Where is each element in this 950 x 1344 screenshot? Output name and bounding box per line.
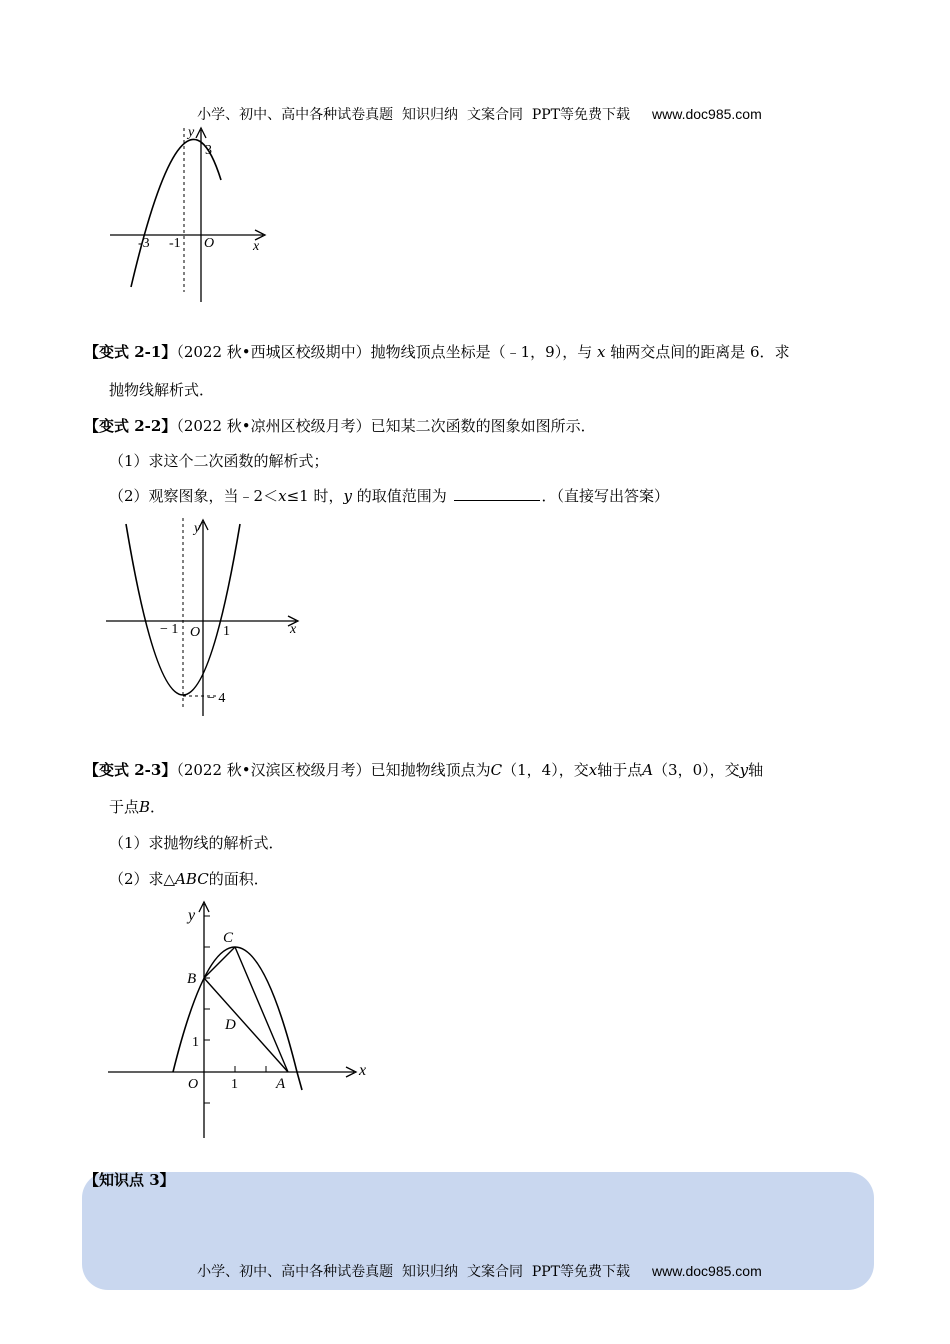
- v22-q1: （1）求这个二次函数的解析式；: [109, 452, 329, 470]
- fig1-tick-neg3: -3: [138, 236, 150, 251]
- v22-q2-c: 的取值范围为: [356, 487, 447, 505]
- fig1-parabola: [131, 139, 221, 287]
- v22-source: （2022 秋•凉州区校级月考）: [176, 417, 371, 435]
- v21-text-a: 抛物线顶点坐标是（﹣1，9），与: [370, 343, 593, 361]
- v23-b-var: B: [139, 798, 151, 816]
- v23-text-e: 轴: [748, 761, 764, 779]
- knowledge-title: 【知识点 3】: [84, 1171, 175, 1189]
- fig3-x-label: x: [359, 1062, 367, 1079]
- fig2-tick-neg1: − 1: [160, 622, 179, 637]
- v23-a-var: A: [642, 761, 654, 779]
- v23-q2: [109, 868, 269, 889]
- v23-line2: [109, 796, 165, 817]
- fig3-y-label: y: [188, 907, 196, 924]
- fig3-point-a: A: [276, 1076, 286, 1092]
- v23-c-var: C: [490, 761, 503, 779]
- footer-site-link[interactable]: www.doc985.com: [652, 1263, 762, 1279]
- footer-text: 小学、初中、高中各种试卷真题 知识归纳 文案合同 PPT等免费下载: [197, 1264, 631, 1280]
- v23-y-var: y: [739, 761, 749, 779]
- v22-q2-d: ．（直接写出答案）: [541, 487, 670, 505]
- v23-line1: [84, 759, 763, 780]
- figure-1-graph: [100, 122, 275, 307]
- fig3-tick-1x: 1: [231, 1077, 238, 1092]
- v22-answer-blank[interactable]: [454, 486, 540, 501]
- fig3-tick-1y: 1: [192, 1035, 199, 1050]
- fig2-x-label: x: [290, 622, 297, 637]
- fig1-x-label: x: [253, 239, 260, 254]
- v22-q2-x: x: [278, 487, 287, 505]
- header-site-link[interactable]: www.doc985.com: [652, 106, 762, 122]
- fig1-y-label: y: [188, 125, 195, 140]
- fig3-point-b: B: [187, 971, 197, 987]
- v23-line2-a: 于点: [109, 798, 140, 816]
- fig1-origin: O: [204, 236, 215, 251]
- figure-3-graph: [100, 898, 380, 1143]
- v23-text-d: （3，0），交: [653, 761, 740, 779]
- figure-2-graph: [100, 512, 310, 722]
- v23-text-b: （1，4），交: [502, 761, 589, 779]
- fig2-origin: O: [190, 625, 201, 640]
- fig2-tick-neg4: − 4: [207, 691, 226, 706]
- v23-tag: 【变式 2-3】: [84, 761, 177, 779]
- fig3-segment-ca: [235, 947, 288, 1072]
- v23-source: （2022 秋•汉滨区校级月考）: [176, 761, 371, 779]
- fig1-tick-3: 3: [205, 143, 212, 158]
- fig3-segment-bc: [204, 947, 235, 978]
- fig3-segment-ba: [204, 978, 288, 1072]
- v23-q2-abc: ABC: [175, 870, 209, 888]
- v22-q2-a: （2）观察图象，当﹣2＜: [109, 487, 279, 505]
- fig3-origin: O: [188, 1077, 199, 1092]
- v23-text-c: 轴于点: [597, 761, 643, 779]
- v23-line2-b: ．: [150, 798, 166, 816]
- v21-text-b: 轴两交点间的距离是 6．求: [610, 343, 790, 361]
- page-footer: [0, 1245, 950, 1281]
- fig1-tick-neg1: -1: [169, 236, 181, 251]
- v22-text: 已知某二次函数的图象如图所示．: [370, 417, 596, 435]
- v23-q2-b: 的面积．: [208, 870, 269, 888]
- v22-q2: [109, 485, 669, 506]
- v23-text-a: 已知抛物线顶点为: [370, 761, 491, 779]
- header-text: 小学、初中、高中各种试卷真题 知识归纳 文案合同 PPT等免费下载: [197, 107, 631, 123]
- v23-q1: （1）求抛物线的解析式．: [109, 834, 284, 852]
- v22-q2-b: ≤1 时，: [286, 487, 344, 505]
- v22-line1: [84, 415, 596, 436]
- v23-x-var: x: [588, 761, 598, 779]
- fig3-parabola: [173, 947, 297, 1072]
- page-header: [0, 88, 950, 124]
- fig2-tick-1: 1: [223, 624, 230, 639]
- fig3-point-c: C: [223, 930, 234, 946]
- v21-source: （2022 秋•西城区校级期中）: [176, 343, 371, 361]
- v21-line2: 抛物线解析式．: [109, 381, 215, 399]
- v21-tag: 【变式 2-1】: [84, 343, 177, 361]
- v21-x-var: x: [597, 343, 606, 361]
- v22-q2-y: y: [343, 487, 352, 505]
- fig3-point-d: D: [225, 1017, 236, 1033]
- v22-tag: 【变式 2-2】: [84, 417, 177, 435]
- v21-line1: [84, 341, 790, 362]
- fig2-y-label: y: [194, 521, 201, 536]
- fig3-parabola-tail: [297, 1072, 302, 1090]
- v23-q2-a: （2）求△: [109, 870, 176, 888]
